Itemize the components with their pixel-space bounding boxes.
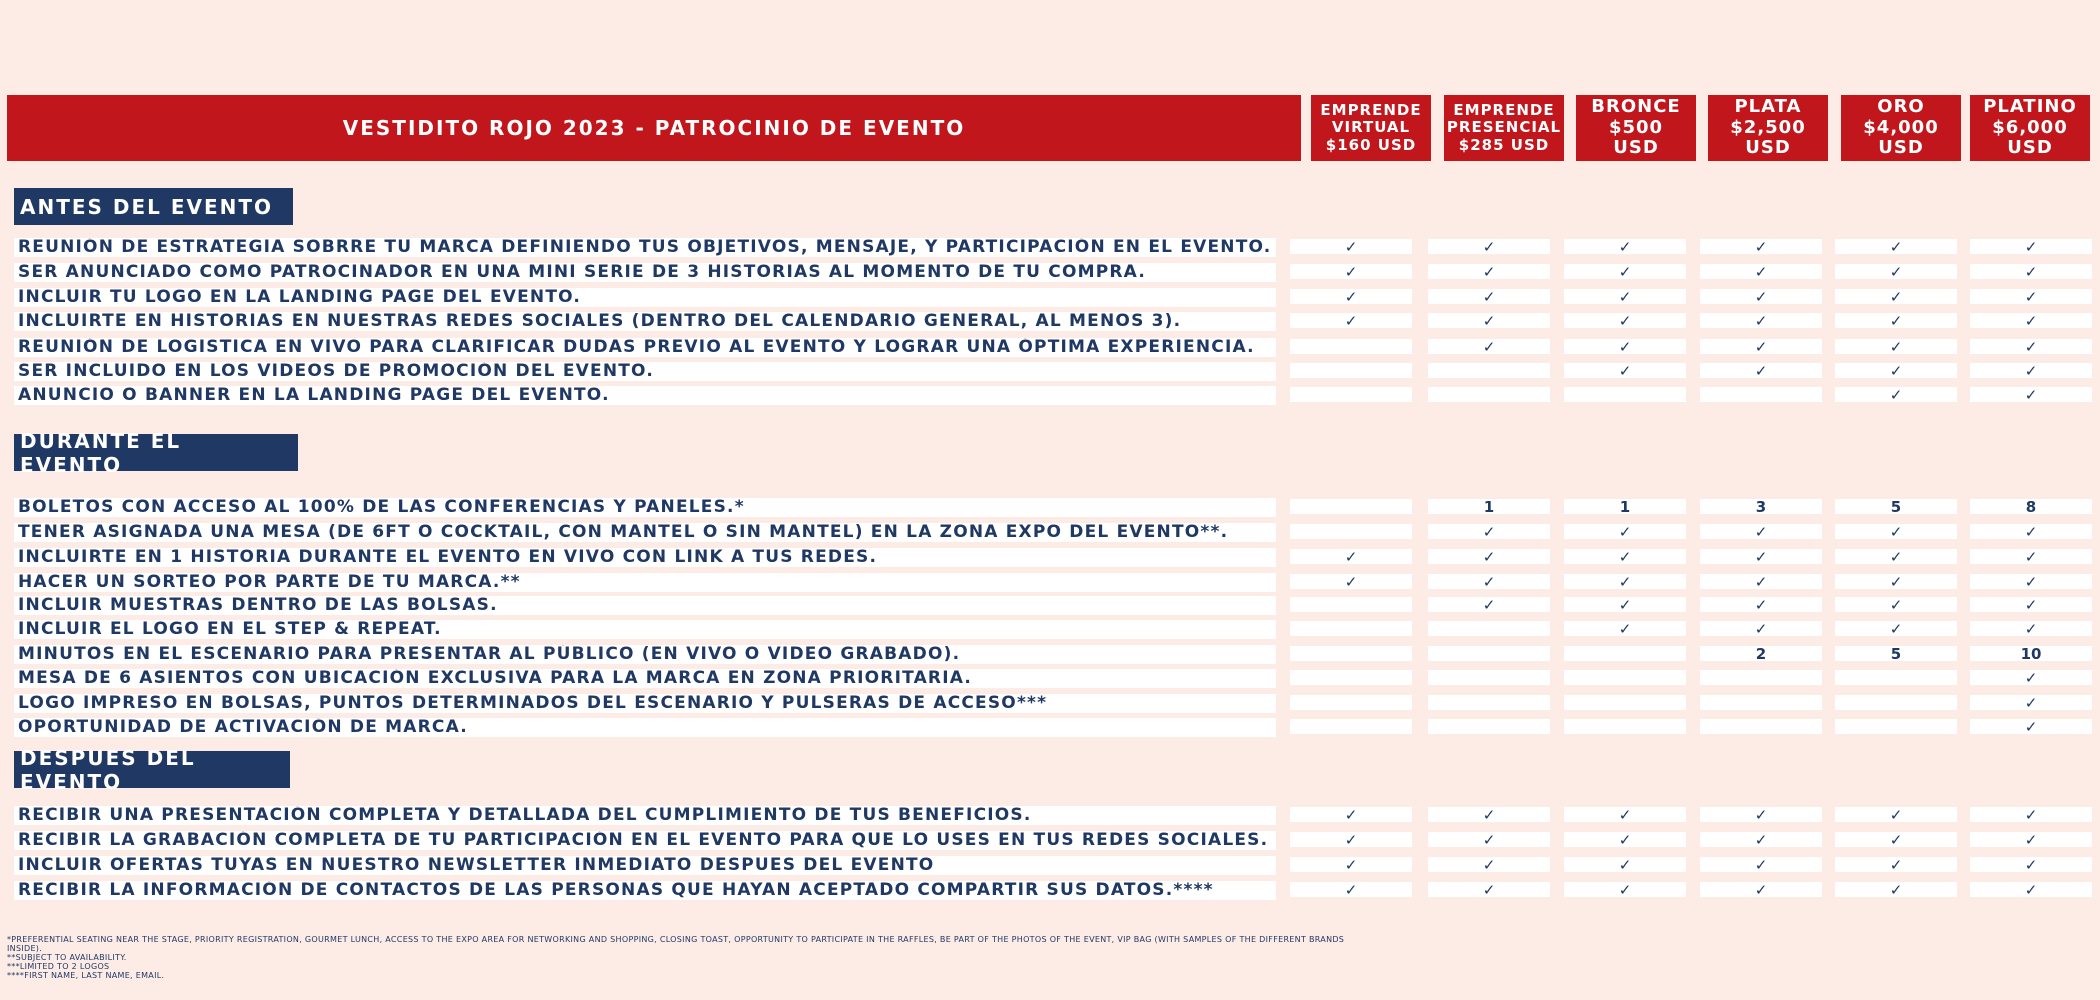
tier-cell — [1290, 621, 1412, 636]
tier-cell — [1290, 695, 1412, 710]
check-icon: ✓ — [1700, 264, 1822, 279]
check-icon: ✓ — [1564, 549, 1686, 564]
table-row — [0, 523, 2100, 542]
table-row — [0, 573, 2100, 592]
check-icon: ✓ — [1564, 574, 1686, 589]
check-icon: ✓ — [1835, 857, 1957, 872]
tier-cell — [1290, 597, 1412, 612]
table-row — [0, 718, 2100, 737]
check-icon: ✓ — [1835, 807, 1957, 822]
check-icon: ✓ — [1564, 363, 1686, 378]
tier-header-line: $500 — [1608, 116, 1664, 138]
tier-cell — [1564, 387, 1686, 402]
check-icon: ✓ — [1290, 807, 1412, 822]
benefit-label: HACER UN SORTEO POR PARTE DE TU MARCA.** — [14, 573, 1276, 592]
section-title: ANTES DEL EVENTO — [14, 188, 293, 225]
check-icon: ✓ — [1970, 832, 2092, 847]
tier-cell — [1290, 387, 1412, 402]
check-icon: ✓ — [1700, 597, 1822, 612]
check-icon: ✓ — [1564, 832, 1686, 847]
check-icon: ✓ — [1700, 857, 1822, 872]
tier-cell — [1428, 646, 1550, 661]
check-icon: ✓ — [1290, 882, 1412, 897]
tier-cell — [1700, 670, 1822, 685]
check-icon: ✓ — [1970, 597, 2092, 612]
tier-cell: 8 — [1970, 499, 2092, 514]
tier-cell — [1564, 719, 1686, 734]
benefit-label: TENER ASIGNADA UNA MESA (DE 6FT O COCKTAIL, CON MANTEL O SIN MANTEL) EN LA ZONA EXPO DEL EVENTO**. — [14, 523, 1276, 542]
tier-header-line: $160 USD — [1325, 135, 1417, 154]
table-row — [0, 238, 2100, 257]
tier-cell: 5 — [1835, 499, 1957, 514]
tier-header-line: $2,500 — [1730, 116, 1806, 138]
check-icon: ✓ — [1835, 387, 1957, 402]
check-icon: ✓ — [1700, 832, 1822, 847]
check-icon: ✓ — [1564, 597, 1686, 612]
tier-header-line: EMPRENDE — [1320, 101, 1422, 120]
check-icon: ✓ — [1290, 574, 1412, 589]
check-icon: ✓ — [1290, 549, 1412, 564]
check-icon: ✓ — [1835, 524, 1957, 539]
tier-cell — [1290, 670, 1412, 685]
tier-cell — [1290, 499, 1412, 514]
section-title: DURANTE EL EVENTO — [14, 434, 298, 471]
check-icon: ✓ — [1700, 549, 1822, 564]
check-icon: ✓ — [1970, 313, 2092, 328]
tier-cell: 10 — [1970, 646, 2092, 661]
check-icon: ✓ — [1970, 882, 2092, 897]
check-icon: ✓ — [1700, 621, 1822, 636]
check-icon: ✓ — [1970, 857, 2092, 872]
check-icon: ✓ — [1835, 313, 1957, 328]
benefit-label: MESA DE 6 ASIENTOS CON UBICACIÓN EXCLUSIVA PARA LA MARCA EN ZONA PRIORITARIA. — [14, 669, 1276, 688]
check-icon: ✓ — [1700, 524, 1822, 539]
tier-cell — [1700, 719, 1822, 734]
tier-cell: 1 — [1564, 499, 1686, 514]
tier-header-line: $6,000 — [1992, 116, 2068, 138]
check-icon: ✓ — [1835, 574, 1957, 589]
benefit-label: RECIBIR LA INFORMACIÓN DE CONTACTOS DE LAS PERSONAS QUE HAYAN ACEPTADO COMPARTIR SUS DATOS.**** — [14, 881, 1276, 900]
check-icon: ✓ — [1564, 264, 1686, 279]
check-icon: ✓ — [1700, 239, 1822, 254]
benefit-label: INCLUIR MUESTRAS DENTRO DE LAS BOLSAS. — [14, 596, 1276, 615]
benefit-label: ANUNCIO O BANNER EN LA LANDING PAGE DEL EVENTO. — [14, 386, 1276, 405]
check-icon: ✓ — [1428, 597, 1550, 612]
tier-cell — [1835, 719, 1957, 734]
benefit-label: INCLUIRTE EN 1 HISTORIA DURANTE EL EVENTO EN VIVO CON LINK A TUS REDES. — [14, 548, 1276, 567]
tier-header-5 — [1841, 95, 1961, 161]
check-icon: ✓ — [1290, 857, 1412, 872]
check-icon: ✓ — [1428, 549, 1550, 564]
footnote: ****FIRST NAME, LAST NAME, EMAIL. — [7, 971, 165, 980]
tier-cell — [1428, 621, 1550, 636]
check-icon: ✓ — [1835, 597, 1957, 612]
check-icon: ✓ — [1428, 239, 1550, 254]
check-icon: ✓ — [1700, 807, 1822, 822]
tier-cell — [1290, 719, 1412, 734]
check-icon: ✓ — [1700, 339, 1822, 354]
tier-header-3 — [1576, 95, 1696, 161]
benefit-label: RECIBIR UNA PRESENTACIÓN COMPLETA Y DETALLADA DEL CUMPLIMIENTO DE TUS BENEFICIOS. — [14, 806, 1276, 825]
benefit-label: SER INCLUIDO EN LOS VIDEOS DE PROMOCIÓN DEL EVENTO. — [14, 362, 1276, 381]
check-icon: ✓ — [1290, 239, 1412, 254]
table-row — [0, 669, 2100, 688]
table-row — [0, 288, 2100, 307]
check-icon: ✓ — [1700, 363, 1822, 378]
footnote: *PREFERENTIAL SEATING NEAR THE STAGE, PRIORITY REGISTRATION, GOURMET LUNCH, ACCESS TO THE EXPO AREA FOR NETWORKING AND SHOPPING, CLOSING TOAST, OPPORTUNITY TO PARTICIPATE IN THE RAFFLES, BE PART OF THE PHOTOS OF THE EVENT, VIP BAG (WITH SAMPLES OF THE DIFFERENT BRANDS INSIDE). — [7, 935, 1345, 953]
check-icon: ✓ — [1970, 670, 2092, 685]
page-title: VESTIDITO ROJO 2023 - PATROCINIO DE EVENTO — [7, 95, 1301, 161]
table-row — [0, 694, 2100, 713]
table-row — [0, 881, 2100, 900]
check-icon: ✓ — [1290, 832, 1412, 847]
check-icon: ✓ — [1428, 289, 1550, 304]
tier-header-2 — [1444, 95, 1564, 161]
table-row — [0, 856, 2100, 875]
table-row — [0, 312, 2100, 331]
tier-cell — [1835, 695, 1957, 710]
check-icon: ✓ — [1835, 363, 1957, 378]
check-icon: ✓ — [1564, 807, 1686, 822]
tier-header-6 — [1970, 95, 2090, 161]
benefit-label: REUNIÓN DE ESTRATEGIA SOBRRE TU MARCA DEFINIENDO TUS OBJETIVOS, MENSAJE, Y PARTICIPACIÓN EN EL EVENTO. — [14, 238, 1276, 257]
check-icon: ✓ — [1290, 264, 1412, 279]
check-icon: ✓ — [1700, 574, 1822, 589]
check-icon: ✓ — [1970, 524, 2092, 539]
tier-cell: 2 — [1700, 646, 1822, 661]
benefit-label: INCLUIRTE EN HISTORIAS EN NUESTRAS REDES SOCIALES (DENTRO DEL CALENDARIO GENERAL, AL MENOS 3). — [14, 312, 1276, 331]
tier-cell: 5 — [1835, 646, 1957, 661]
table-row — [0, 263, 2100, 282]
check-icon: ✓ — [1970, 719, 2092, 734]
table-row — [0, 806, 2100, 825]
tier-header-line: USD — [1613, 137, 1659, 159]
check-icon: ✓ — [1428, 339, 1550, 354]
benefit-label: MINUTOS EN EL ESCENARIO PARA PRESENTAR AL PÚBLICO (EN VIVO O VIDEO GRABADO). — [14, 645, 1276, 664]
tier-header-line: $285 USD — [1458, 135, 1550, 154]
tier-cell — [1428, 670, 1550, 685]
check-icon: ✓ — [1428, 882, 1550, 897]
check-icon: ✓ — [1835, 339, 1957, 354]
check-icon: ✓ — [1564, 857, 1686, 872]
check-icon: ✓ — [1835, 832, 1957, 847]
check-icon: ✓ — [1970, 574, 2092, 589]
tier-header-line: EMPRENDE — [1453, 101, 1555, 120]
check-icon: ✓ — [1564, 621, 1686, 636]
footnotes — [7, 935, 1367, 980]
tier-header-line: PRESENCIAL — [1446, 118, 1562, 137]
check-icon: ✓ — [1970, 621, 2092, 636]
benefit-label: INCLUIR EL LOGO EN EL STEP & REPEAT. — [14, 620, 1276, 639]
table-row — [0, 831, 2100, 850]
check-icon: ✓ — [1564, 339, 1686, 354]
check-icon: ✓ — [1970, 695, 2092, 710]
tier-cell — [1428, 363, 1550, 378]
tier-header-line: $4,000 — [1863, 116, 1939, 138]
tier-cell — [1564, 695, 1686, 710]
table-row — [0, 338, 2100, 357]
check-icon: ✓ — [1835, 264, 1957, 279]
check-icon: ✓ — [1835, 549, 1957, 564]
check-icon: ✓ — [1428, 832, 1550, 847]
check-icon: ✓ — [1970, 289, 2092, 304]
tier-cell — [1290, 524, 1412, 539]
benefit-label: LOGO IMPRESO EN BOLSAS, PUNTOS DETERMINADOS DEL ESCENARIO Y PULSERAS DE ACCESO*** — [14, 694, 1276, 713]
table-row — [0, 596, 2100, 615]
tier-cell — [1290, 646, 1412, 661]
tier-cell — [1564, 646, 1686, 661]
check-icon: ✓ — [1835, 289, 1957, 304]
tier-cell — [1428, 695, 1550, 710]
check-icon: ✓ — [1970, 807, 2092, 822]
check-icon: ✓ — [1564, 289, 1686, 304]
footnote: ***LIMITED TO 2 LOGOS — [7, 962, 110, 971]
table-row — [0, 362, 2100, 381]
check-icon: ✓ — [1835, 882, 1957, 897]
tier-header-line: VIRTUAL — [1331, 118, 1411, 137]
check-icon: ✓ — [1428, 574, 1550, 589]
tier-header-line: PLATA — [1734, 95, 1802, 117]
tier-cell — [1835, 670, 1957, 685]
benefit-label: RECIBIR LA GRABACIÓN COMPLETA DE TU PARTICIPACIÓN EN EL EVENTO PARA QUE LO USES EN TUS REDES SOCIALES. — [14, 831, 1276, 850]
tier-cell — [1428, 719, 1550, 734]
benefit-label: SER ANUNCIADO COMO PATROCINADOR EN UNA MINI SERIE DE 3 HISTORIAS AL MOMENTO DE TU COMPRA. — [14, 263, 1276, 282]
benefit-label: INCLUIR OFERTAS TUYAS EN NUESTRO NEWSLETTER INMEDIATO DESPUES DEL EVENTO — [14, 856, 1276, 875]
tier-cell — [1290, 339, 1412, 354]
check-icon: ✓ — [1970, 339, 2092, 354]
tier-cell — [1700, 387, 1822, 402]
benefit-label: BOLETOS CON ACCESO AL 100% DE LAS CONFERENCIAS Y PANELES.* — [14, 498, 1276, 517]
tier-header-4 — [1708, 95, 1828, 161]
tier-cell: 1 — [1428, 499, 1550, 514]
tier-header-line: USD — [2007, 137, 2053, 159]
benefit-label: OPORTUNIDAD DE ACTIVACIÓN DE MARCA. — [14, 718, 1276, 737]
check-icon: ✓ — [1428, 807, 1550, 822]
section-title: DESPUES DEL EVENTO — [14, 751, 290, 788]
benefit-label: REUNIÓN DE LOGISTICA EN VIVO PARA CLARIFICAR DUDAS PREVIO AL EVENTO Y LOGRAR UNA ÓPTIMA EXPERIENCIA. — [14, 338, 1276, 357]
tier-cell — [1428, 387, 1550, 402]
check-icon: ✓ — [1835, 621, 1957, 636]
table-row — [0, 386, 2100, 405]
footnote: **SUBJECT TO AVAILABILITY. — [7, 953, 127, 962]
tier-cell — [1564, 670, 1686, 685]
benefit-label: INCLUIR TU LOGO EN LA LANDING PAGE DEL EVENTO. — [14, 288, 1276, 307]
check-icon: ✓ — [1428, 857, 1550, 872]
check-icon: ✓ — [1970, 239, 2092, 254]
tier-header-line: PLATINO — [1983, 95, 2077, 117]
table-row — [0, 620, 2100, 639]
table-row — [0, 548, 2100, 567]
tier-cell — [1700, 695, 1822, 710]
tier-header-1 — [1311, 95, 1431, 161]
tier-header-line: BRONCE — [1591, 95, 1681, 117]
check-icon: ✓ — [1428, 524, 1550, 539]
check-icon: ✓ — [1970, 264, 2092, 279]
tier-header-line: USD — [1745, 137, 1791, 159]
tier-header-line: ORO — [1877, 95, 1925, 117]
check-icon: ✓ — [1700, 882, 1822, 897]
tier-cell: 3 — [1700, 499, 1822, 514]
check-icon: ✓ — [1835, 239, 1957, 254]
check-icon: ✓ — [1564, 882, 1686, 897]
check-icon: ✓ — [1290, 313, 1412, 328]
check-icon: ✓ — [1700, 289, 1822, 304]
check-icon: ✓ — [1700, 313, 1822, 328]
tier-header-line: USD — [1878, 137, 1924, 159]
table-row — [0, 498, 2100, 517]
check-icon: ✓ — [1564, 524, 1686, 539]
check-icon: ✓ — [1970, 549, 2092, 564]
tier-cell — [1290, 363, 1412, 378]
table-row — [0, 645, 2100, 664]
check-icon: ✓ — [1564, 313, 1686, 328]
check-icon: ✓ — [1970, 387, 2092, 402]
check-icon: ✓ — [1428, 313, 1550, 328]
check-icon: ✓ — [1564, 239, 1686, 254]
check-icon: ✓ — [1428, 264, 1550, 279]
check-icon: ✓ — [1970, 363, 2092, 378]
check-icon: ✓ — [1290, 289, 1412, 304]
